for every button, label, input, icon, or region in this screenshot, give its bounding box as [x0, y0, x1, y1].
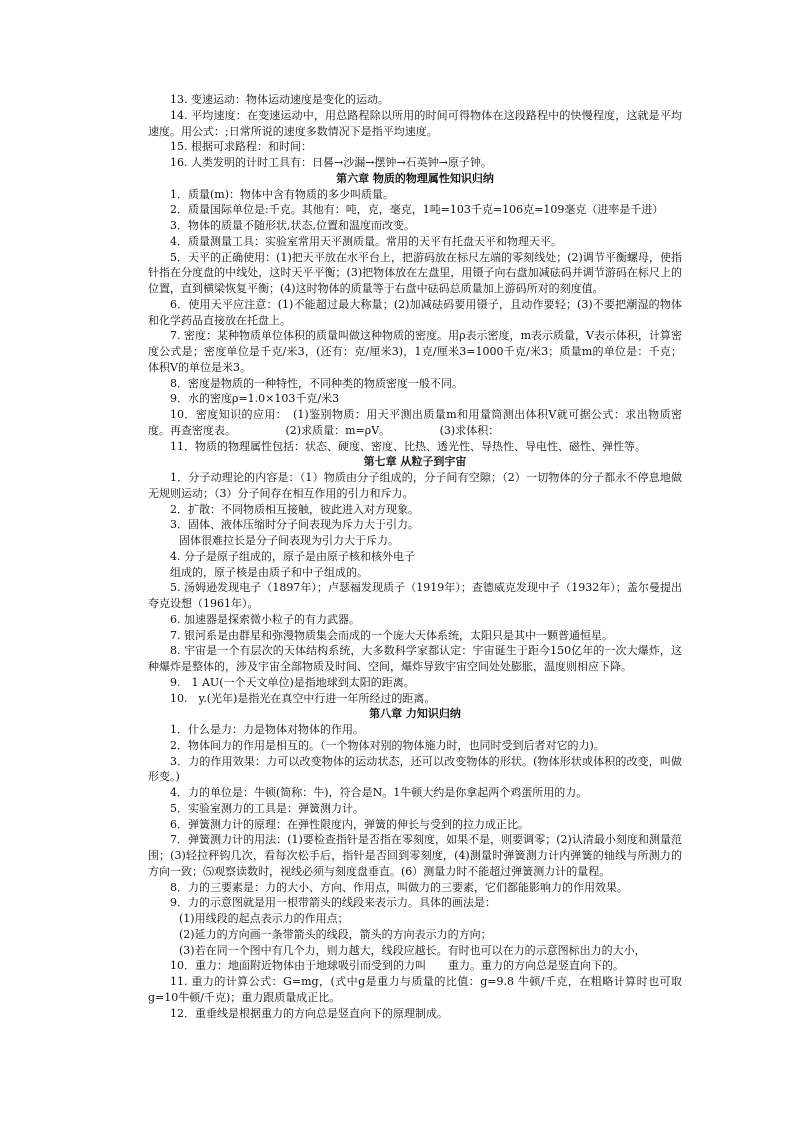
paragraph: 4．质量测量工具：实验室常用天平测质量。常用的天平有托盘天平和物理天平。	[170, 234, 562, 248]
paragraph: 8．密度是物质的一种特性，不同种类的物质密度一般不同。	[170, 376, 463, 390]
chapter-heading: 第七章 从粒子到宇宙	[363, 455, 467, 469]
paragraph: 6．弹簧测力计的原理：在弹性限度内，弹簧的伸长与受到的拉力成正比。	[170, 817, 529, 831]
chapter-heading: 第六章 物质的物理属性知识归纳	[336, 171, 494, 185]
chapter-heading: 第八章 力知识归纳	[369, 707, 461, 721]
paragraph: (2)延力的方向画一条带箭头的线段，箭头的方向表示力的方向；	[179, 927, 492, 941]
paragraph: 6. 加速器是探索微小粒子的有力武器。	[170, 612, 360, 626]
paragraph: 1．分子动理论的内容是：（1）物质由分子组成的，分子间有空隙；（2）一切物体的分子都永不停息地做无规则运动；（3）分子间存在相互作用的引力和斥力。	[148, 471, 682, 500]
paragraph: 3．物体的质量不随形状,状态,位置和温度而改变。	[170, 219, 415, 232]
paragraph: 组成的，原子核是由质子和中子组成的。	[170, 565, 368, 579]
paragraph: 10．密度知识的应用： (1)鉴别物质：用天平测出质量m和用量筒测出体积V就可据公式：求出物质密度。再查密度表。 (2)求质量：m=ρV。 (3)求体积：	[148, 408, 682, 437]
paragraph: 3．力的作用效果：力可以改变物体的运动状态，还可以改变物体的形状。(物体形状或体积的改变，叫做形变。)	[148, 754, 682, 784]
paragraph: 11．物质的物理属性包括：状态、硬度、密度、比热、透光性、导热性、导电性、磁性、弹性等。	[170, 439, 646, 453]
paragraph: 2．扩散：不同物质相互接触，彼此进入对方现象。	[170, 502, 419, 516]
paragraph: 4．力的单位是：牛顿(简称：牛)，符合是N。1牛顿大约是你拿起两个鸡蛋所用的力。	[170, 786, 588, 799]
paragraph: 9．水的密度ρ=1.0×103千克/米3	[170, 392, 340, 406]
paragraph: 2．质量国际单位是:千克。其他有：吨，克，毫克，1吨=103千克=106克=109毫克（进率是千进）	[170, 203, 664, 217]
paragraph: 1．什么是力：力是物体对物体的作用。	[170, 723, 364, 736]
paragraph: 7．弹簧测力计的用法：(1)要检查指针是否指在零刻度，如果不是，则要调零；(2)认清最小刻度和测量范围；(3)轻拉秤钩几次，看每次松手后，指针是否回到零刻度，(4)测量时弹簧测力计内弹簧的轴线与所测力的方向一致；⑸观察读数时，视线必须与刻度盘垂直。(6）测量力时不能超过弹簧测力计的量程。	[148, 833, 682, 878]
paragraph: 5. 汤姆逊发现电子（1897年）；卢瑟福发现质子（1919年）；查德威克发现中子（1932年）；盖尔曼提出夸克设想（1961年）。	[148, 581, 682, 610]
paragraph: 9. 1 AU(一个天文单位)是指地球到太阳的距离。	[170, 675, 415, 689]
paragraph: (1)用线段的起点表示力的作用点；	[179, 912, 349, 925]
paragraph: (3)若在同一个图中有几个力，则力越大，线段应越长。有时也可以在力的示意图标出力的大小，	[179, 943, 646, 957]
paragraph: 4. 分子是原子组成的，原子是由原子核和核外电子	[170, 549, 415, 563]
paragraph: 2．物体间力的作用是相互的。（一个物体对别的物体施力时，也同时受到后者对它的力)。	[170, 738, 605, 752]
paragraph: 11. 重力的计算公式：G=mg，(式中g是重力与质量的比值：g=9.8 牛顿/千克，在粗略计算时也可取g=10牛顿/千克)；重力跟质量成正比。	[148, 975, 682, 1004]
paragraph: 3．固体、液体压缩时分子间表现为斥力大于引力。	[170, 518, 419, 532]
paragraph: 固体很难拉长是分子间表现为引力大于斥力。	[179, 534, 399, 547]
paragraph: 10．重力：地面附近物体由于地球吸引而受到的力叫 重力。重力的方向总是竖直向下的。	[170, 959, 624, 973]
paragraph: 8．力的三要素是：力的大小、方向、作用点，叫做力的三要素，它们都能影响力的作用效果。	[170, 880, 628, 894]
paragraph: 9．力的示意图就是用一根带箭头的线段来表示力。具体的画法是：	[170, 896, 496, 910]
paragraph: 7. 密度：某种物质单位体积的质量叫做这种物质的密度。用ρ表示密度，m表示质量，V表示体积，计算密度公式是；密度单位是千克/米3，(还有：克/厘米3)，1克/厘米3=1000千克/米3；质量m的单位是：千克；体积V的单位是米3。	[148, 329, 682, 374]
paragraph: 14. 平均速度：在变速运动中，用总路程除以所用的时间可得物体在这段路程中的快慢程度，这就是平均速度。用公式：;日常所说的速度多数情况下是指平均速度。	[148, 108, 682, 138]
paragraph: 16. 人类发明的计时工具有：日晷→沙漏→摆钟→石英钟→原子钟。	[170, 156, 492, 169]
document-page	[148, 92, 682, 1021]
paragraph: 6．使用天平应注意：(1)不能超过最大称量；(2)加减砝码要用镊子，且动作要轻；(3)不要把潮湿的物体和化学药品直接放在托盘上。	[148, 297, 682, 327]
paragraph: 13. 变速运动：物体运动速度是变化的运动。	[170, 93, 389, 106]
paragraph: 7. 银河系是由群星和弥漫物质集会而成的一个庞大天体系统，太阳只是其中一颗普通恒星。	[170, 628, 613, 642]
paragraph: 5．天平的正确使用：(1)把天平放在水平台上，把游码放在标尺左端的零刻线处；(2)调节平衡螺母，使指针指在分度盘的中线处，这时天平平衡；(3)把物体放在左盘里，用镊子向右盘加减砝码并调节游码在标尺上的位置，直到横梁恢复平衡；(4)这时物体的质量等于右盘中砝码总质量加上游码所对的刻度值。	[148, 250, 682, 295]
paragraph: 8. 宇宙是一个有层次的天体结构系统，大多数科学家都认定：宇宙诞生于距今150亿年的一次大爆炸，这种爆炸是整体的，涉及宇宙全部物质及时间、空间，爆炸导致宇宙空间处处膨胀，温度则相应下降。	[148, 644, 682, 673]
paragraph: 1．质量(m)：物体中含有物质的多少叫质量。	[170, 187, 395, 201]
paragraph: 12．重垂线是根据重力的方向总是竖直向下的原理制成。	[170, 1006, 448, 1020]
paragraph: 15. 根据可求路程：和时间：	[170, 140, 312, 154]
paragraph: 10. y.(光年)是指光在真空中行进一年所经过的距离。	[170, 691, 436, 705]
paragraph: 5．实验室测力的工具是：弹簧测力计。	[170, 801, 364, 815]
